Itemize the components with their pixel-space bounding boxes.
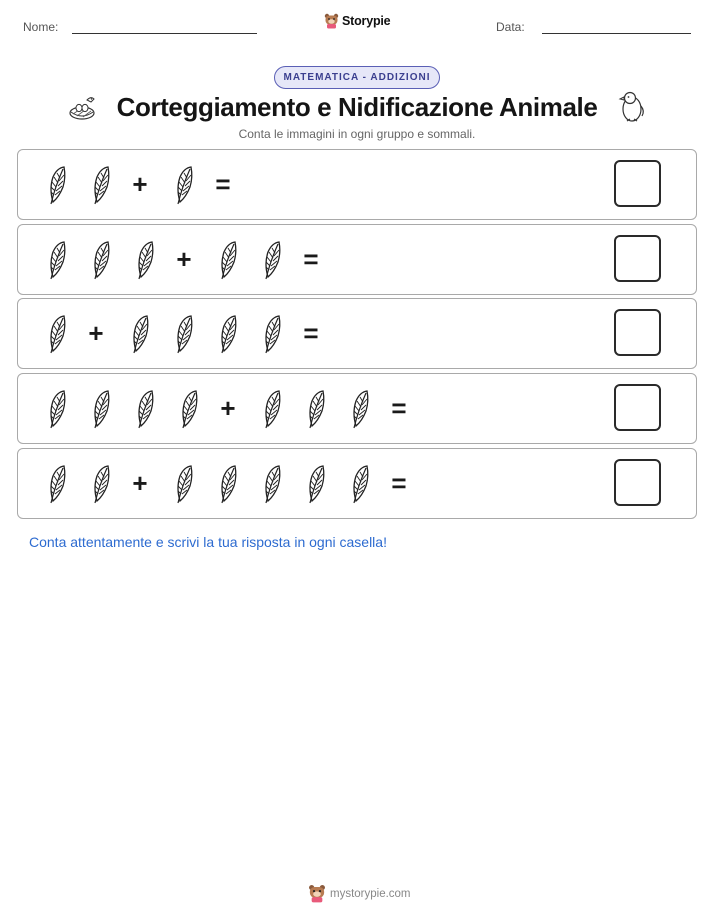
brand-name: Storypie — [342, 14, 391, 28]
footer-site: mystorypie.com — [330, 887, 411, 900]
feather-icon — [125, 299, 153, 368]
plus-sign: + — [132, 468, 148, 498]
feather-icon — [345, 449, 373, 518]
page-subtitle: Conta le immagini in ogni gruppo e sommali. — [238, 127, 476, 141]
problem-row — [17, 298, 697, 369]
equals-sign: = — [391, 393, 407, 423]
equals-sign: = — [391, 468, 407, 498]
feather-icon — [213, 225, 241, 294]
feather-icon — [169, 150, 197, 219]
feather-icon — [86, 449, 114, 518]
feather-icon — [257, 449, 285, 518]
problem-row — [17, 373, 697, 444]
problem-row — [17, 224, 697, 295]
feather-icon — [213, 299, 241, 368]
problem-row — [17, 448, 697, 519]
footer-brand — [308, 884, 411, 903]
feather-icon — [257, 225, 285, 294]
feather-icon — [130, 374, 158, 443]
feather-icon — [301, 449, 329, 518]
date-label: Data: — [496, 20, 525, 34]
feather-icon — [257, 299, 285, 368]
feather-icon — [86, 150, 114, 219]
feather-icon — [174, 374, 202, 443]
feather-icon — [86, 374, 114, 443]
instruction-text: Conta attentamente e scrivi la tua risposta in ogni casella! — [29, 534, 387, 550]
feather-icon — [169, 449, 197, 518]
subject-badge: MATEMATICA - ADDIZIONI — [274, 66, 440, 89]
feather-icon — [42, 449, 70, 518]
feather-icon — [257, 374, 285, 443]
date-field-line[interactable] — [542, 33, 691, 34]
feather-icon — [86, 225, 114, 294]
equals-sign: = — [303, 318, 319, 348]
feather-icon — [345, 374, 373, 443]
plus-sign: + — [88, 318, 104, 348]
penguin-icon — [617, 89, 647, 123]
answer-box[interactable] — [614, 459, 661, 506]
feather-icon — [42, 225, 70, 294]
feather-icon — [301, 374, 329, 443]
feather-icon — [42, 150, 70, 219]
plus-sign: + — [220, 393, 236, 423]
bear-mascot-icon — [308, 884, 326, 903]
answer-box[interactable] — [614, 384, 661, 431]
feather-icon — [169, 299, 197, 368]
feather-icon — [130, 225, 158, 294]
problem-row — [17, 149, 697, 220]
answer-box[interactable] — [614, 309, 661, 356]
equals-sign: = — [215, 169, 231, 199]
feather-icon — [42, 374, 70, 443]
equals-sign: = — [303, 244, 319, 274]
plus-sign: + — [176, 244, 192, 274]
answer-box[interactable] — [614, 235, 661, 282]
name-field-line[interactable] — [72, 33, 257, 34]
feather-icon — [42, 299, 70, 368]
brand-logo — [324, 13, 390, 29]
feather-icon — [213, 449, 241, 518]
page-title: Corteggiamento e Nidificazione Animale — [116, 92, 598, 122]
name-label: Nome: — [23, 20, 59, 34]
answer-box[interactable] — [614, 160, 661, 207]
bear-mascot-icon — [324, 13, 339, 29]
plus-sign: + — [132, 169, 148, 199]
